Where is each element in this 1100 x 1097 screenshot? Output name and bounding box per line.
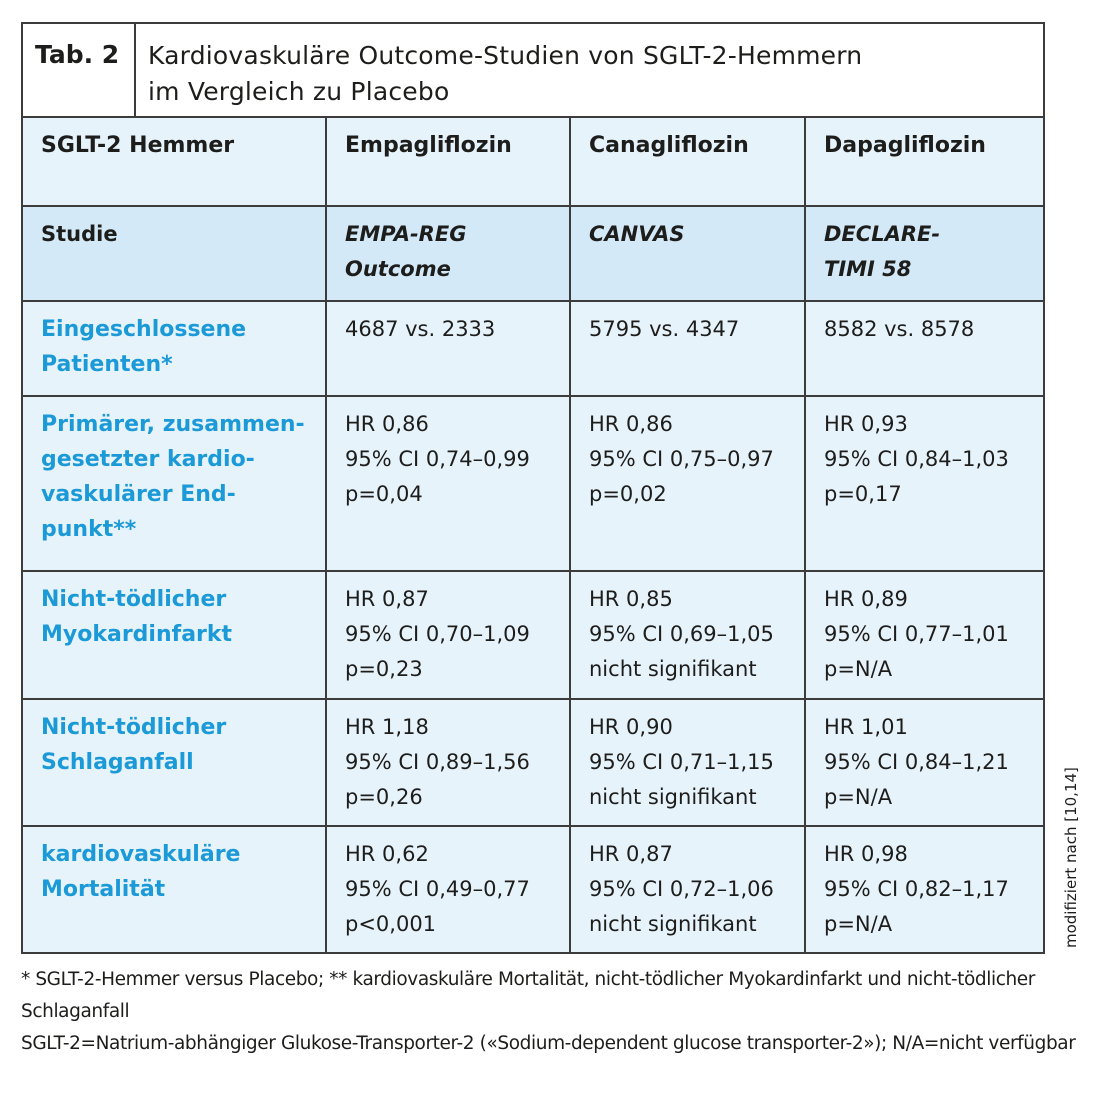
- column-header: Canagliflozin: [570, 118, 805, 206]
- table-title-row: [23, 24, 1043, 118]
- table-row: [23, 571, 1043, 699]
- cell-line: HR 0,86: [589, 412, 673, 436]
- cell-line: 95% CI 0,70–1,09: [345, 622, 530, 646]
- cell-line: nicht signifikant: [589, 912, 757, 936]
- cell-line: Nicht-tödlicher: [41, 715, 227, 740]
- table-row: [23, 396, 1043, 571]
- cell-line: punkt**: [41, 517, 137, 542]
- table-row: [23, 699, 1043, 826]
- cell-line: 95% CI 0,77–1,01: [824, 622, 1009, 646]
- table-frame: [21, 22, 1045, 954]
- column-header: Dapagliflozin: [805, 118, 1043, 206]
- column-header: SGLT-2 Hemmer: [23, 118, 326, 206]
- cell-line: HR 0,86: [345, 412, 429, 436]
- cell-line: p=0,17: [824, 482, 902, 506]
- cell-line: 95% CI 0,89–1,56: [345, 750, 530, 774]
- cell-line: p=0,23: [345, 657, 423, 681]
- cell-line: 95% CI 0,72–1,06: [589, 877, 774, 901]
- study-name: [805, 206, 1043, 301]
- cell-line: HR 1,18: [345, 715, 429, 739]
- cell-line: nicht signifikant: [589, 657, 757, 681]
- cell-line: Schlaganfall: [41, 750, 194, 775]
- row-label: [23, 396, 326, 571]
- cell-line: Outcome: [345, 257, 451, 281]
- cell-line: 95% CI 0,74–0,99: [345, 447, 530, 471]
- cell-line: 95% CI 0,84–1,03: [824, 447, 1009, 471]
- study-name: [570, 206, 805, 301]
- cell-line: Eingeschlossene: [41, 317, 247, 342]
- table-cell: [570, 826, 805, 952]
- table-cell: [326, 301, 570, 396]
- table-cell: [326, 826, 570, 952]
- table-row: [23, 826, 1043, 952]
- study-row: [23, 206, 1043, 301]
- cell-line: p=0,02: [589, 482, 667, 506]
- cell-line: EMPA-REG: [345, 222, 467, 246]
- cell-line: HR 0,90: [589, 715, 673, 739]
- table-cell: [570, 571, 805, 699]
- cell-line: 95% CI 0,69–1,05: [589, 622, 774, 646]
- cell-line: 95% CI 0,84–1,21: [824, 750, 1009, 774]
- cell-line: 95% CI 0,82–1,17: [824, 877, 1009, 901]
- row-label: [23, 301, 326, 396]
- row-label: Studie: [23, 206, 326, 301]
- cell-line: 8582 vs. 8578: [824, 317, 975, 341]
- cell-line: p=N/A: [824, 912, 893, 936]
- table-cell: [805, 396, 1043, 571]
- cell-line: CANVAS: [589, 222, 685, 246]
- table-row: [23, 301, 1043, 396]
- title-line: im Vergleich zu Placebo: [148, 77, 450, 106]
- cell-line: HR 0,98: [824, 842, 908, 866]
- footnote: SGLT-2=Natrium-abhängiger Glukose-Transporter-2 («Sodium-dependent glucose transporter-2»); N/A=nicht verfügbar: [21, 1033, 1076, 1054]
- table-cell: [326, 571, 570, 699]
- cell-line: kardiovaskuläre: [41, 842, 241, 867]
- cell-line: 95% CI 0,71–1,15: [589, 750, 774, 774]
- row-label: [23, 571, 326, 699]
- footnote: * SGLT-2-Hemmer versus Placebo; ** kardiovaskuläre Mortalität, nicht-tödlicher Myokardinfarkt und nicht-tödlicher Schlaganfall: [21, 969, 1035, 1022]
- header-row: [23, 118, 1043, 206]
- cell-line: DECLARE-: [824, 222, 941, 246]
- cell-line: HR 0,89: [824, 587, 908, 611]
- cell-line: Myokardinfarkt: [41, 622, 233, 647]
- cell-line: HR 0,85: [589, 587, 673, 611]
- cell-line: Primärer, zusammen-: [41, 412, 305, 437]
- cell-line: Mortalität: [41, 877, 166, 902]
- cell-line: p=0,26: [345, 785, 423, 809]
- cell-line: gesetzter kardio-: [41, 447, 255, 472]
- cell-line: vaskulärer End-: [41, 482, 236, 507]
- row-label: [23, 699, 326, 826]
- table-cell: [570, 396, 805, 571]
- title-line: Kardiovaskuläre Outcome-Studien von SGLT-2-Hemmern: [148, 41, 863, 70]
- row-label: [23, 826, 326, 952]
- data-table: [23, 118, 1043, 952]
- cell-line: TIMI 58: [824, 257, 912, 281]
- cell-line: p=0,04: [345, 482, 423, 506]
- cell-line: HR 0,62: [345, 842, 429, 866]
- cell-line: 4687 vs. 2333: [345, 317, 496, 341]
- cell-line: HR 0,87: [589, 842, 673, 866]
- table-cell: [570, 699, 805, 826]
- cell-line: 5795 vs. 4347: [589, 317, 740, 341]
- table-title: [136, 24, 862, 116]
- study-name: [326, 206, 570, 301]
- table-cell: [326, 699, 570, 826]
- table-cell: [805, 571, 1043, 699]
- footnotes: [21, 964, 1081, 1060]
- cell-line: HR 1,01: [824, 715, 908, 739]
- cell-line: Patienten*: [41, 352, 173, 377]
- cell-line: HR 0,93: [824, 412, 908, 436]
- cell-line: 95% CI 0,49–0,77: [345, 877, 530, 901]
- source-note: modifiziert nach [10,14]: [1062, 767, 1080, 948]
- cell-line: 95% CI 0,75–0,97: [589, 447, 774, 471]
- cell-line: p=N/A: [824, 657, 893, 681]
- table-number: Tab. 2: [23, 24, 136, 116]
- table-cell: [805, 301, 1043, 396]
- cell-line: p=N/A: [824, 785, 893, 809]
- cell-line: p<0,001: [345, 912, 437, 936]
- cell-line: Nicht-tödlicher: [41, 587, 227, 612]
- table-cell: [570, 301, 805, 396]
- cell-line: nicht signifikant: [589, 785, 757, 809]
- table-cell: [805, 826, 1043, 952]
- table-cell: [326, 396, 570, 571]
- table-cell: [805, 699, 1043, 826]
- column-header: Empagliflozin: [326, 118, 570, 206]
- cell-line: HR 0,87: [345, 587, 429, 611]
